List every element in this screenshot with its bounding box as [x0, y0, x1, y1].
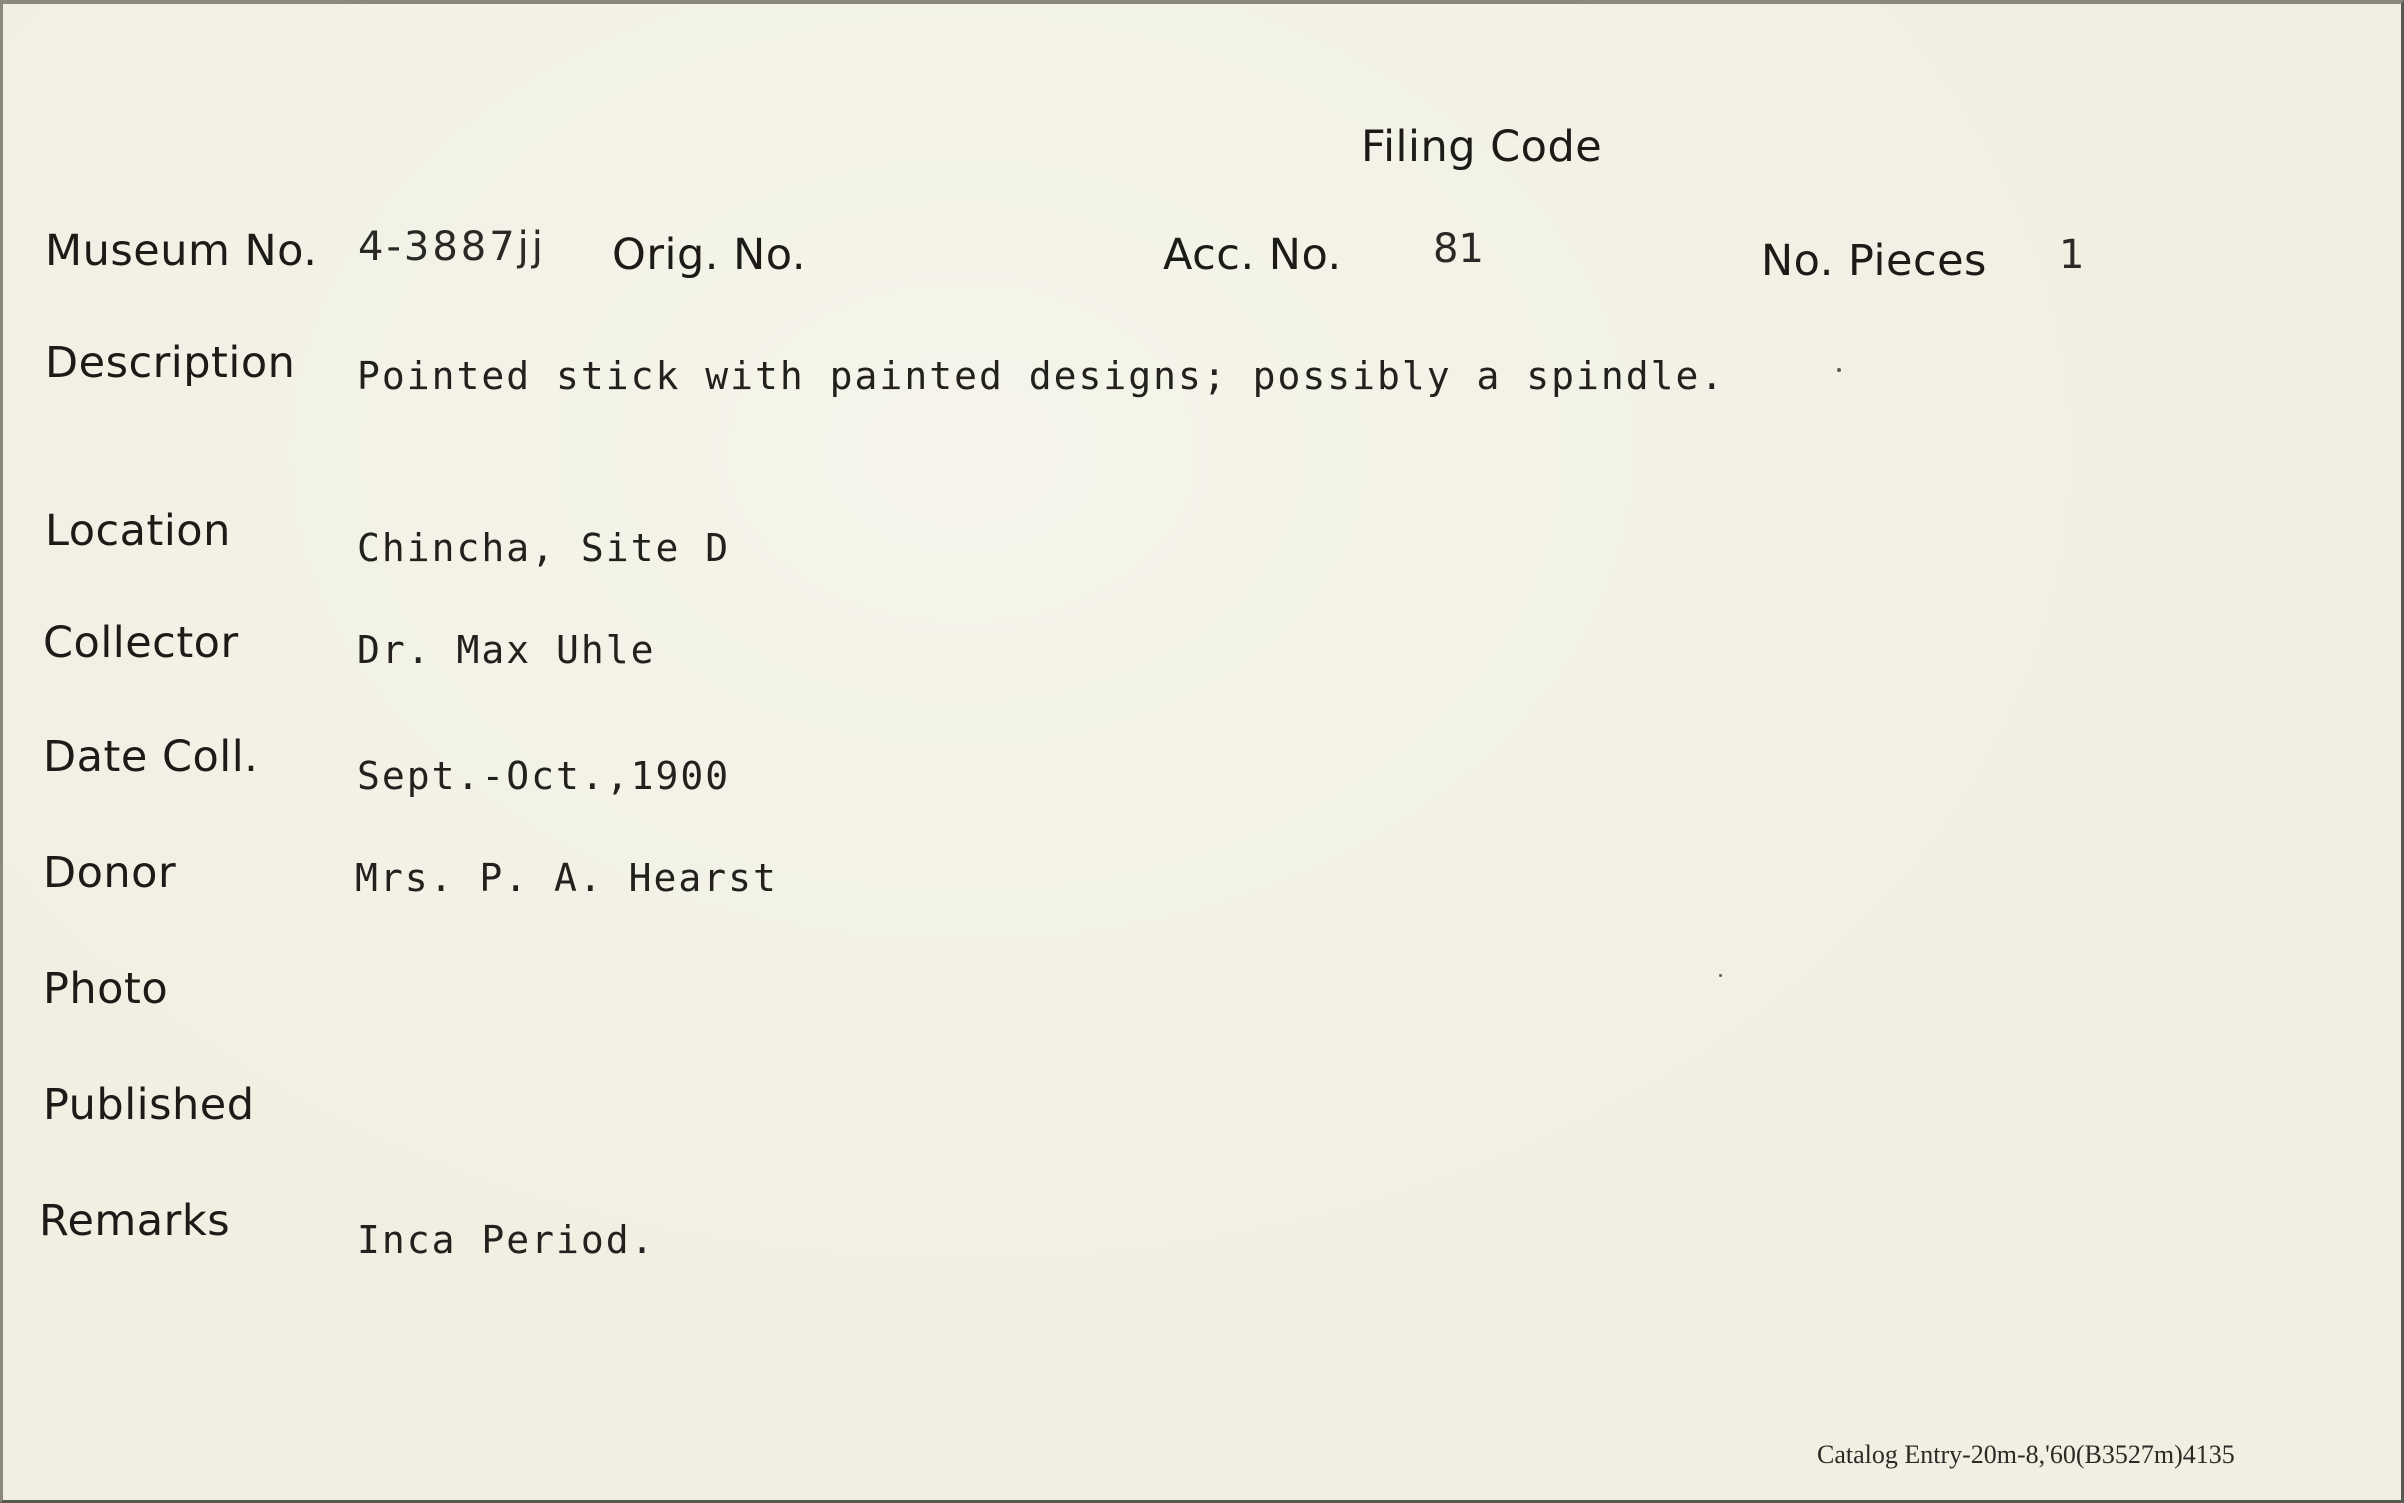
date-coll-value: Sept.-Oct.,1900	[357, 754, 731, 798]
donor-label: Donor	[43, 848, 177, 898]
collector-value: Dr. Max Uhle	[357, 628, 656, 672]
orig-no-label: Orig. No.	[612, 230, 806, 280]
date-coll-label: Date Coll.	[43, 732, 259, 782]
acc-no-value: 81	[1433, 226, 1484, 272]
collector-label: Collector	[43, 618, 239, 668]
description-label: Description	[45, 338, 296, 388]
location-label: Location	[45, 506, 231, 556]
no-pieces-value: 1	[2059, 232, 2085, 278]
photo-label: Photo	[43, 964, 169, 1014]
donor-value: Mrs. P. A. Hearst	[355, 856, 778, 900]
paper-speck	[1837, 368, 1841, 372]
museum-no-label: Museum No.	[45, 226, 318, 276]
no-pieces-label: No. Pieces	[1761, 236, 1987, 286]
published-label: Published	[43, 1080, 255, 1130]
acc-no-label: Acc. No.	[1163, 230, 1342, 280]
filing-code-label: Filing Code	[1361, 122, 1603, 172]
remarks-value: Inca Period.	[357, 1218, 656, 1262]
description-value: Pointed stick with painted designs; possibly a spindle.	[357, 354, 1726, 398]
remarks-label: Remarks	[39, 1196, 231, 1246]
paper-speck	[1719, 974, 1722, 977]
location-value: Chincha, Site D	[357, 526, 731, 570]
catalog-entry-print-info: Catalog Entry-20m-8,'60(B3527m)4135	[1817, 1440, 2235, 1469]
museum-no-value: 4-3887jj	[358, 224, 546, 270]
